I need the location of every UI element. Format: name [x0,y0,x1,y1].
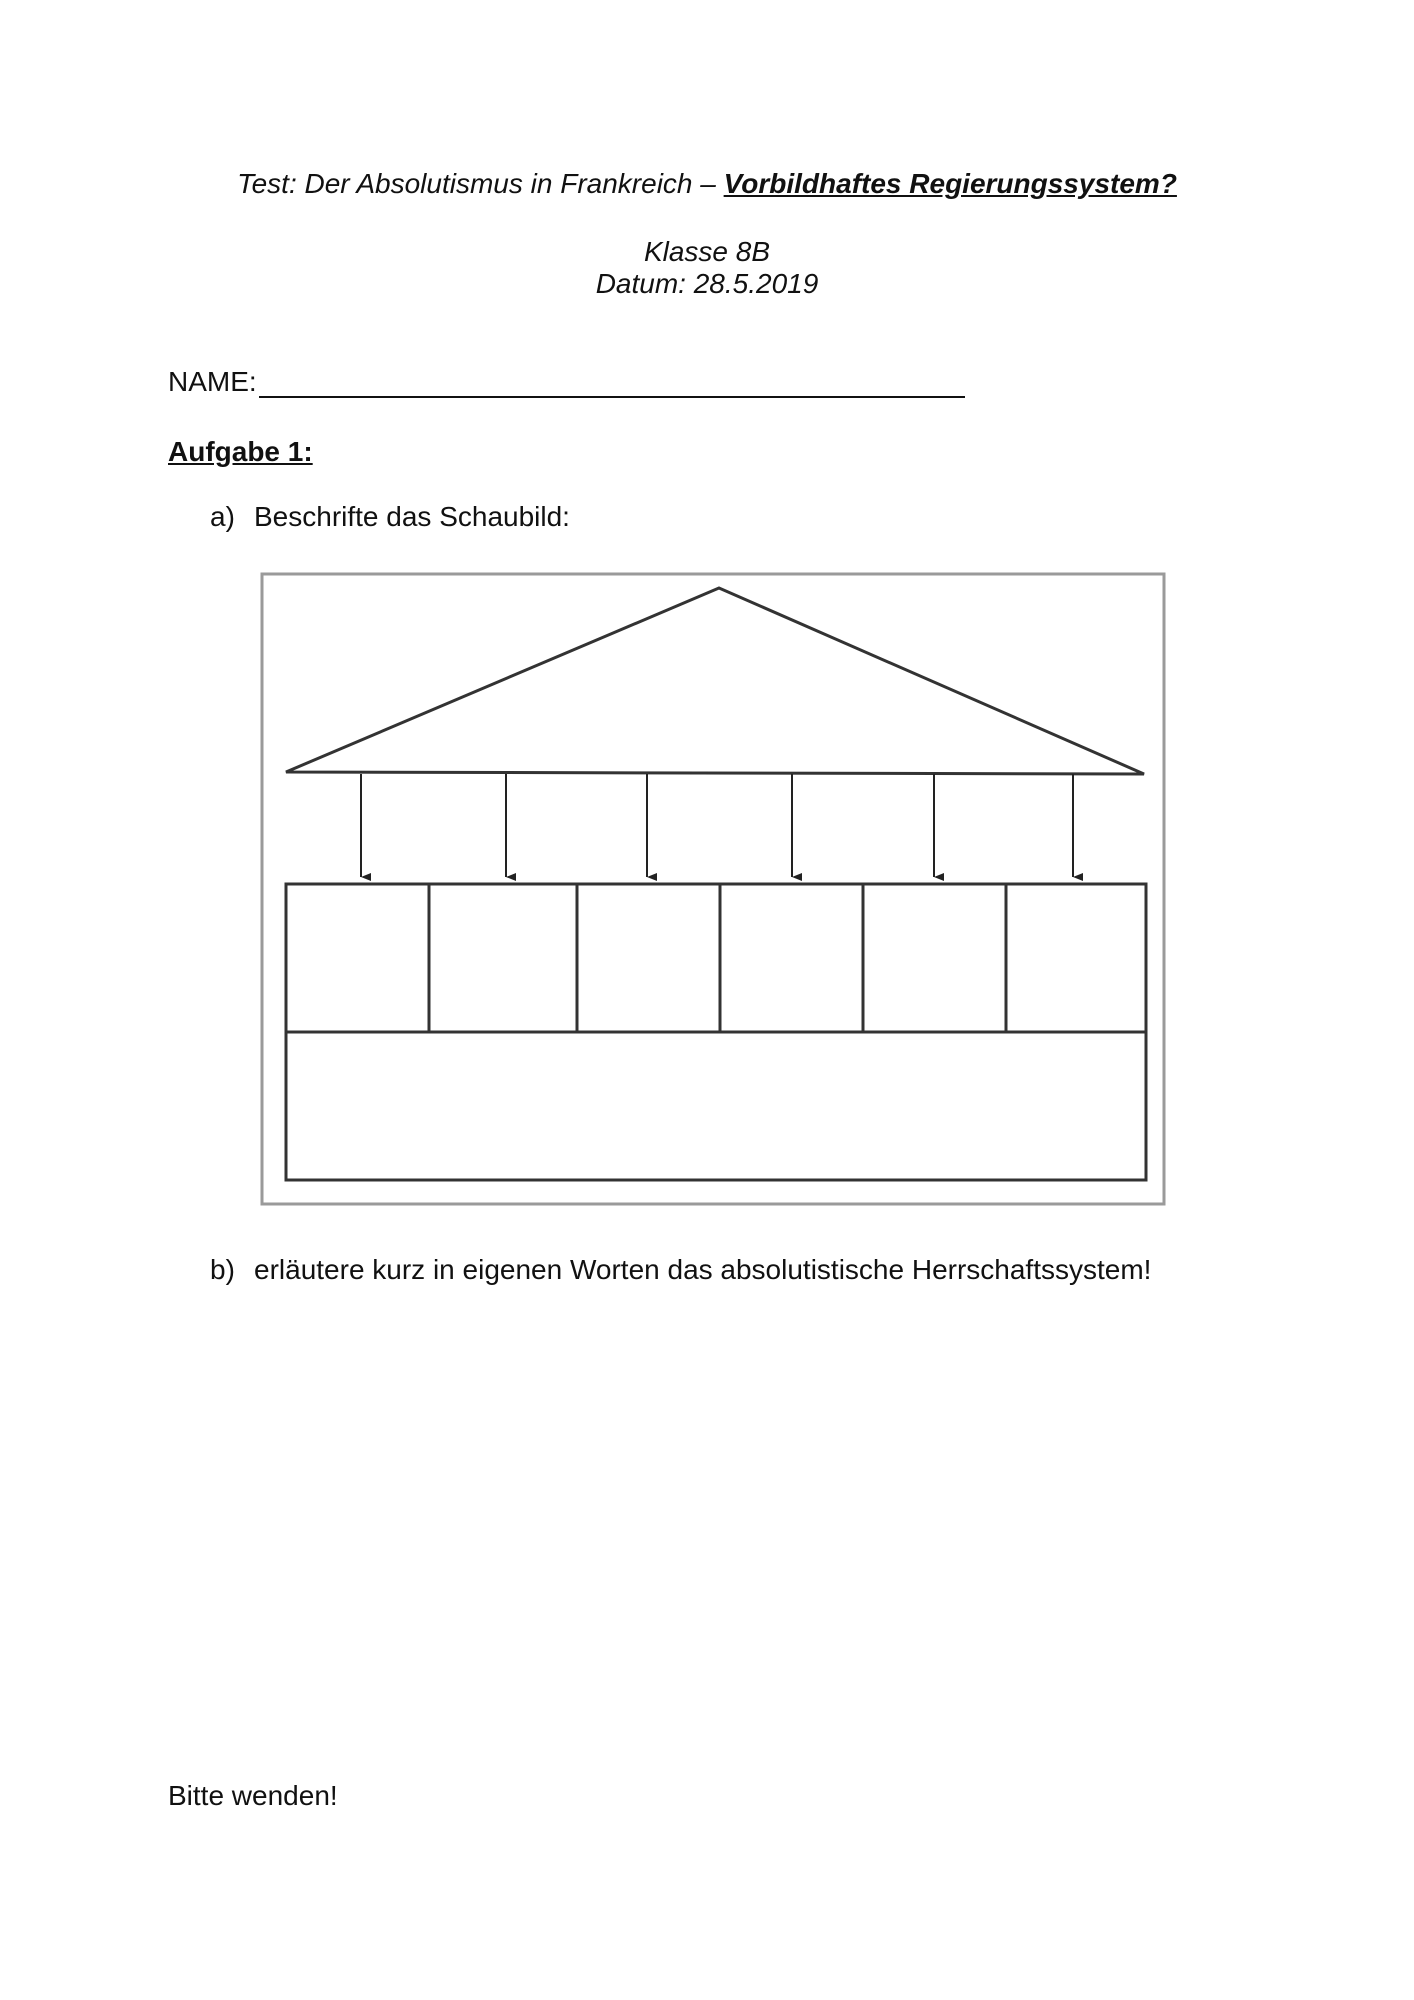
task-1-heading: Aufgabe 1: [168,436,313,467]
label-box-6[interactable] [1006,884,1146,1032]
name-blank-line[interactable] [259,366,965,398]
foundation-box[interactable] [286,1032,1146,1180]
test-title [0,168,1414,200]
class-label: Klasse 8B [643,236,771,267]
task-1a-marker: a) [210,501,235,532]
task-1a [210,501,570,533]
test-title-emphasis: Vorbildhaftes Regierungssystem? [723,168,1177,199]
roof-triangle [286,588,1144,774]
test-title-plain: Test: Der Absolutismus in Frankreich – [237,168,724,199]
task-1b-marker: b) [210,1254,235,1285]
label-box-1[interactable] [286,884,429,1032]
label-box-3[interactable] [577,884,720,1032]
label-box-2[interactable] [429,884,577,1032]
label-box-4[interactable] [720,884,863,1032]
task-1b [210,1254,1151,1286]
task-1b-text: erläutere kurz in eigenen Worten das absolutistische Herrschaftssystem! [254,1254,1152,1285]
name-row [168,366,965,398]
date-label: Datum: 28.5.2019 [595,268,819,299]
absolutism-diagram [258,570,1168,1210]
name-label: NAME: [168,366,257,397]
label-box-5[interactable] [863,884,1006,1032]
task-1a-text: Beschrifte das Schaubild: [254,501,570,532]
turn-page-note: Bitte wenden! [168,1780,338,1811]
diagram-frame [262,574,1164,1204]
